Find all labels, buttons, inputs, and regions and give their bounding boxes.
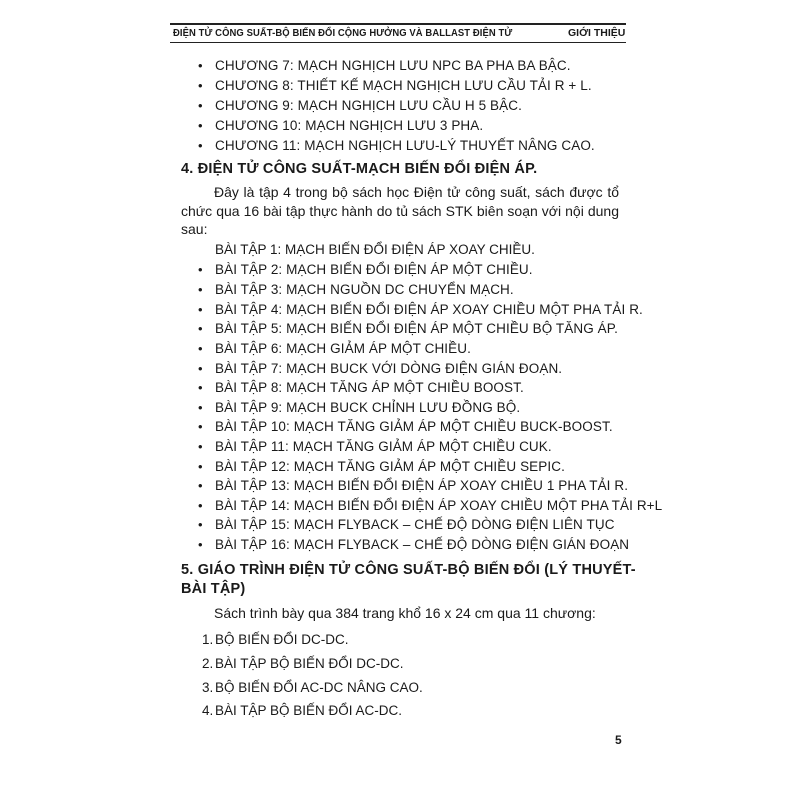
- numbered-item: 3. BỘ BIẾN ĐỔI AC-DC NÂNG CAO.: [202, 680, 423, 695]
- numbered-item: 1. BỘ BIẾN ĐỔI DC-DC.: [202, 632, 349, 647]
- bullet-icon: •: [198, 118, 203, 133]
- list-item: • CHƯƠNG 11: MẠCH NGHỊCH LƯU-LÝ THUYẾT NÂNG CAO.: [198, 138, 595, 153]
- list-item: • BÀI TẬP 5: MẠCH BIẾN ĐỔI ĐIỆN ÁP MỘT CHIỀU BỘ TĂNG ÁP.: [198, 321, 619, 336]
- bullet-icon: •: [198, 419, 203, 434]
- list-item: • CHƯƠNG 10: MẠCH NGHỊCH LƯU 3 PHA.: [198, 118, 484, 133]
- list-item: • BÀI TẬP 8: MẠCH TĂNG ÁP MỘT CHIỀU BOOST.: [198, 380, 524, 395]
- bullet-icon: •: [198, 517, 203, 532]
- list-item: • BÀI TẬP 14: MẠCH BIẾN ĐỔI ĐIỆN ÁP XOAY CHIỀU MỘT PHA TẢI R+L: [198, 498, 663, 513]
- section-5-title-line-1: 5. GIÁO TRÌNH ĐIỆN TỬ CÔNG SUẤT-BỘ BIẾN ĐỔI (LÝ THUYẾT-: [181, 562, 636, 578]
- section-5-intro: Sách trình bày qua 384 trang khổ 16 x 24 cm qua 11 chương:: [214, 605, 596, 621]
- list-item: • BÀI TẬP 11: MẠCH TĂNG GIẢM ÁP MỘT CHIỀU CUK.: [198, 439, 552, 454]
- list-item: BÀI TẬP 1: MẠCH BIẾN ĐỔI ĐIỆN ÁP XOAY CHIỀU.: [215, 242, 535, 257]
- numbered-item: 2. BÀI TẬP BỘ BIẾN ĐỔI DC-DC.: [202, 656, 404, 671]
- list-item: • BÀI TẬP 4: MẠCH BIẾN ĐỔI ĐIỆN ÁP XOAY CHIỀU MỘT PHA TẢI R.: [198, 302, 643, 317]
- header-rule-bottom: [170, 42, 626, 43]
- header-rule-top: [170, 23, 626, 25]
- list-item: • BÀI TẬP 16: MẠCH FLYBACK – CHẾ ĐỘ DÒNG ĐIỆN GIÁN ĐOẠN: [198, 537, 630, 552]
- list-item: • CHƯƠNG 9: MẠCH NGHỊCH LƯU CẦU H 5 BẬC.: [198, 98, 522, 113]
- section-4-title: 4. ĐIỆN TỬ CÔNG SUẤT-MẠCH BIẾN ĐỔI ĐIỆN ÁP.: [181, 161, 538, 177]
- list-item: • BÀI TẬP 2: MẠCH BIẾN ĐỔI ĐIỆN ÁP MỘT CHIỀU.: [198, 262, 533, 277]
- bullet-icon: •: [198, 380, 203, 395]
- bullet-icon: •: [198, 302, 203, 317]
- bullet-icon: •: [198, 478, 203, 493]
- section-5-title-line-2: BÀI TẬP): [181, 581, 246, 597]
- bullet-icon: •: [198, 498, 203, 513]
- list-item: • BÀI TẬP 3: MẠCH NGUỒN DC CHUYỂN MẠCH.: [198, 282, 514, 297]
- list-item: • CHƯƠNG 7: MẠCH NGHỊCH LƯU NPC BA PHA BA BẬC.: [198, 58, 571, 73]
- running-header-section: GIỚI THIỆU: [568, 27, 626, 39]
- list-item: • BÀI TẬP 10: MẠCH TĂNG GIẢM ÁP MỘT CHIỀU BUCK-BOOST.: [198, 419, 613, 434]
- bullet-icon: •: [198, 138, 203, 153]
- bullet-icon: •: [198, 341, 203, 356]
- bullet-icon: •: [198, 262, 203, 277]
- bullet-icon: •: [198, 78, 203, 93]
- bullet-icon: •: [198, 439, 203, 454]
- list-item: • BÀI TẬP 13: MẠCH BIẾN ĐỔI ĐIỆN ÁP XOAY CHIỀU 1 PHA TẢI R.: [198, 478, 629, 493]
- bullet-icon: •: [198, 537, 203, 552]
- bullet-icon: •: [198, 400, 203, 415]
- list-item: • BÀI TẬP 7: MẠCH BUCK VỚI DÒNG ĐIỆN GIÁN ĐOẠN.: [198, 361, 563, 376]
- bullet-icon: •: [198, 361, 203, 376]
- bullet-icon: •: [198, 282, 203, 297]
- bullet-icon: •: [198, 98, 203, 113]
- running-header-title: ĐIỆN TỬ CÔNG SUẤT-BỘ BIẾN ĐỔI CỘNG HƯỞNG VÀ BALLAST ĐIỆN TỬ: [173, 27, 513, 39]
- bullet-icon: •: [198, 459, 203, 474]
- bullet-icon: •: [198, 58, 203, 73]
- bullet-icon: •: [198, 321, 203, 336]
- section-4-intro: Đây là tập 4 trong bộ sách học Điện tử công suất, sách được tổ chức qua 16 bài tập thực hành do tủ sách STK biên soạn với nội dung sau:: [181, 184, 619, 237]
- list-item: • CHƯƠNG 8: THIẾT KẾ MẠCH NGHỊCH LƯU CẦU TẢI R + L.: [198, 78, 592, 93]
- list-item: • BÀI TẬP 6: MẠCH GIẢM ÁP MỘT CHIỀU.: [198, 341, 471, 356]
- list-item: • BÀI TẬP 9: MẠCH BUCK CHỈNH LƯU ĐỒNG BỘ.: [198, 400, 521, 415]
- numbered-item: 4. BÀI TẬP BỘ BIẾN ĐỔI AC-DC.: [202, 703, 403, 718]
- page-number: 5: [615, 733, 622, 747]
- list-item: • BÀI TẬP 15: MẠCH FLYBACK – CHẾ ĐỘ DÒNG ĐIỆN LIÊN TỤC: [198, 517, 615, 532]
- list-item: • BÀI TẬP 12: MẠCH TĂNG GIẢM ÁP MỘT CHIỀU SEPIC.: [198, 459, 565, 474]
